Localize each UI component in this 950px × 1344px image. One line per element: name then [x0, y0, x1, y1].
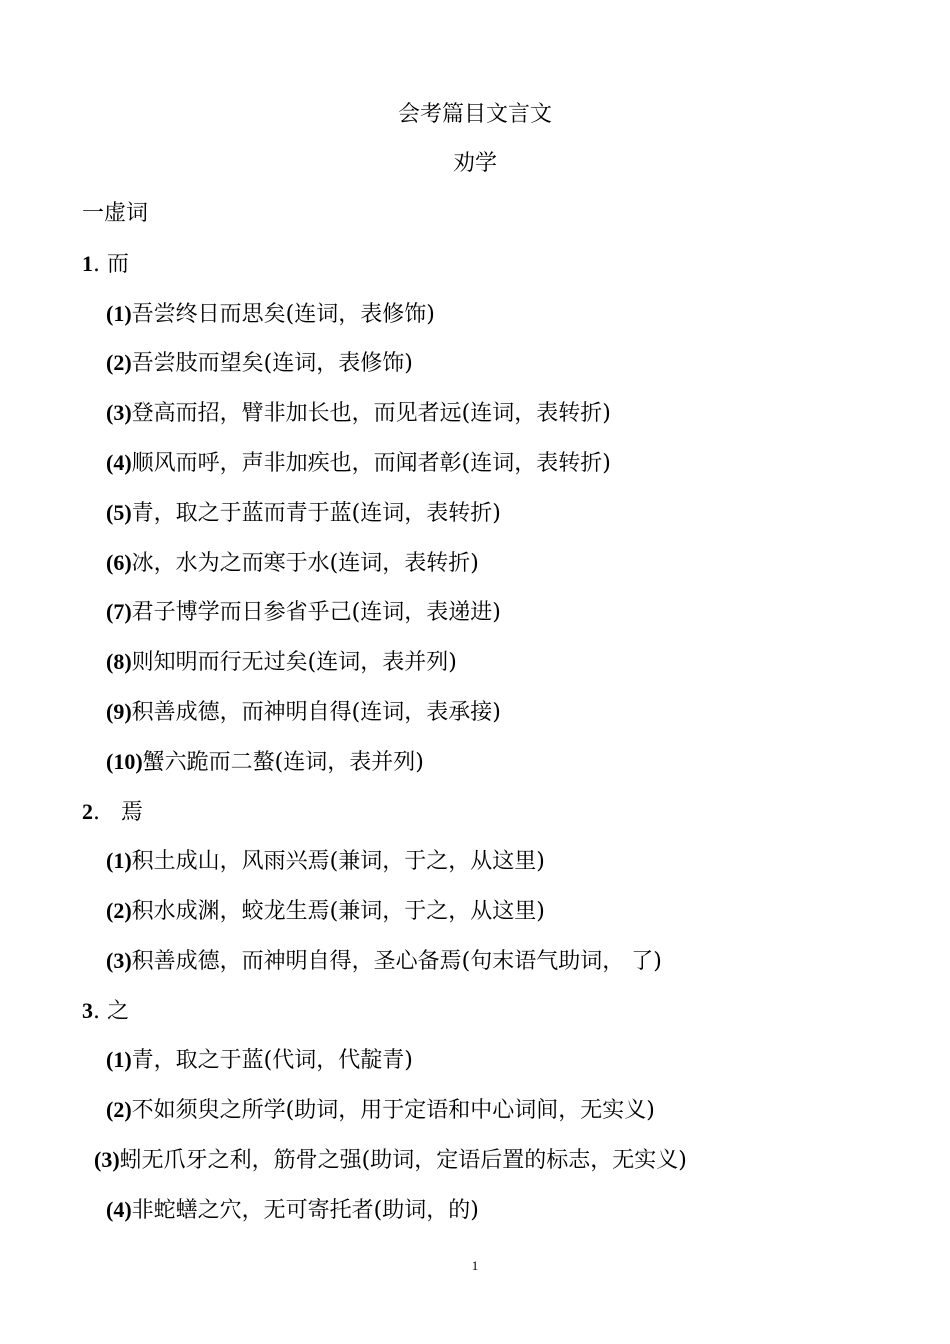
item-number: (2)	[106, 898, 132, 923]
item-text: 登高而招，臂非加长也，而见者远(连词，表转折)	[131, 401, 611, 426]
item-text: 顺风而呼，声非加疾也，而闻者彰(连词，表转折)	[131, 451, 611, 476]
item-number: (7)	[106, 599, 132, 624]
item-number: (2)	[106, 350, 132, 375]
document-title: 会考篇目文言文	[397, 102, 552, 127]
list-item	[106, 1195, 479, 1226]
item-text: 积善成德，而神明自得(连词，表承接)	[131, 700, 501, 725]
group-separator: .	[93, 252, 100, 277]
item-number: (1)	[106, 301, 132, 326]
item-number: (3)	[94, 1147, 120, 1172]
list-item	[106, 946, 662, 977]
item-text: 积善成德，而神明自得，圣心备焉(句末语气助词， 了)	[131, 949, 662, 974]
list-item	[106, 597, 501, 628]
group-separator: .	[93, 800, 100, 825]
item-text: 积水成渊，蛟龙生焉(兼词，于之，从这里)	[131, 899, 545, 924]
item-number: (3)	[106, 400, 132, 425]
item-text: 青，取之于蓝而青于蓝(连词，表转折)	[131, 501, 501, 526]
list-item	[106, 697, 501, 728]
section-heading: 一虚词	[82, 201, 149, 226]
group-number: 3	[82, 998, 93, 1023]
list-item	[106, 896, 545, 927]
list-item	[106, 448, 611, 479]
document-subtitle: 劝学	[452, 151, 497, 176]
item-text: 冰，水为之而寒于水(连词，表转折)	[131, 551, 479, 576]
item-text: 不如须臾之所学(助词，用于定语和中心词间，无实义)	[131, 1098, 655, 1123]
list-item	[106, 1095, 655, 1126]
group-heading-3	[82, 996, 129, 1027]
item-text: 非蛇蟮之穴，无可寄托者(助词，的)	[131, 1198, 479, 1223]
item-number: (6)	[106, 550, 132, 575]
item-text: 积土成山，风雨兴焉(兼词，于之，从这里)	[131, 849, 545, 874]
group-word: 之	[107, 999, 130, 1024]
item-text: 蟹六跪而二螯(连词，表并列)	[142, 750, 424, 775]
item-number: (10)	[106, 749, 143, 774]
group-number: 1	[82, 251, 93, 276]
item-text: 吾尝终日而思矣(连词，表修饰)	[131, 302, 435, 327]
page-number: 1	[471, 1258, 479, 1273]
item-number: (8)	[106, 649, 132, 674]
list-item	[94, 1145, 687, 1176]
item-number: (4)	[106, 1197, 132, 1222]
list-item	[106, 846, 545, 877]
group-word: 焉	[120, 800, 143, 825]
item-text: 君子博学而日参省乎己(连词，表递进)	[131, 600, 501, 625]
group-heading-1	[82, 249, 129, 280]
item-number: (9)	[106, 699, 132, 724]
list-item	[106, 398, 611, 429]
list-item	[106, 1045, 413, 1076]
item-number: (1)	[106, 1047, 132, 1072]
item-text: 则知明而行无过矣(连词，表并列)	[131, 650, 457, 675]
list-item	[106, 647, 457, 678]
group-heading-2	[82, 797, 143, 828]
item-number: (5)	[106, 500, 132, 525]
item-number: (2)	[106, 1097, 132, 1122]
list-item	[106, 299, 435, 330]
list-item	[106, 348, 413, 379]
group-separator: .	[93, 999, 100, 1024]
group-word: 而	[107, 252, 130, 277]
item-number: (3)	[106, 948, 132, 973]
item-text: 蚓无爪牙之利，筋骨之强(助词，定语后置的标志，无实义)	[119, 1148, 687, 1173]
item-text: 青，取之于蓝(代词，代靛青)	[131, 1048, 413, 1073]
item-text: 吾尝肢而望矣(连词，表修饰)	[131, 351, 413, 376]
group-number: 2	[82, 799, 93, 824]
item-number: (1)	[106, 848, 132, 873]
list-item	[106, 548, 479, 579]
item-number: (4)	[106, 450, 132, 475]
list-item	[106, 498, 501, 529]
list-item	[106, 747, 424, 778]
